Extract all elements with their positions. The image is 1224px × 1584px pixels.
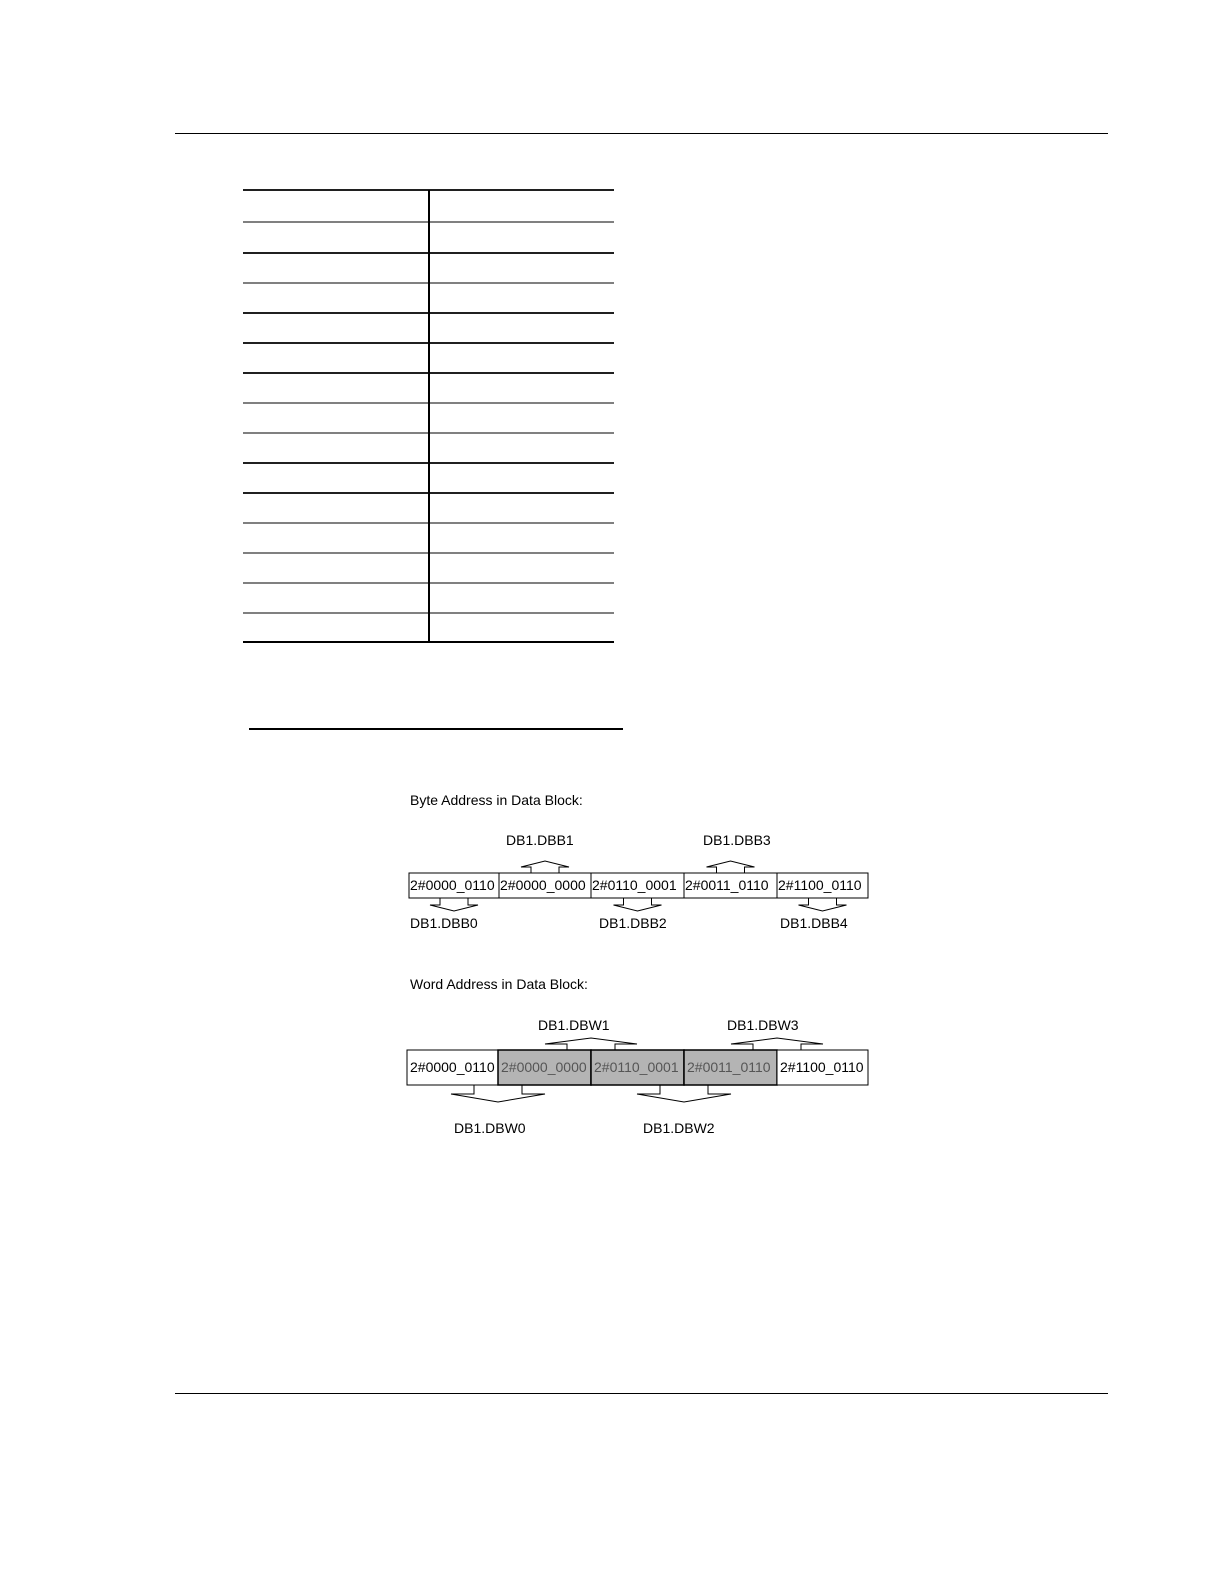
bottom-label-dbw2: DB1.DBW2 xyxy=(643,1120,715,1136)
word-cell-value: 2#0000_0110 xyxy=(410,1059,495,1075)
top-label-dbw1: DB1.DBW1 xyxy=(538,1017,610,1033)
down-arrow xyxy=(451,1085,545,1102)
byte-section-title: Byte Address in Data Block: xyxy=(410,792,583,808)
bottom-label-dbb2: DB1.DBB2 xyxy=(599,915,667,931)
word-cell-value: 2#0000_0000 xyxy=(501,1059,587,1075)
byte-cell-value: 2#0000_0000 xyxy=(500,877,586,893)
word-section-title: Word Address in Data Block: xyxy=(410,976,588,992)
bottom-label-dbw0: DB1.DBW0 xyxy=(454,1120,526,1136)
down-arrow xyxy=(614,898,662,911)
top-label-dbb3: DB1.DBB3 xyxy=(703,832,771,848)
word-cell-value: 2#0110_0001 xyxy=(594,1059,679,1075)
byte-cell-value: 2#1100_0110 xyxy=(778,877,862,893)
word-cell-value: 2#1100_0110 xyxy=(780,1059,864,1075)
word-cell-value: 2#0011_0110 xyxy=(687,1059,771,1075)
word-cells xyxy=(407,1050,868,1085)
up-arrow xyxy=(521,861,569,873)
bottom-label-dbb0: DB1.DBB0 xyxy=(410,915,478,931)
top-label-dbb1: DB1.DBB1 xyxy=(506,832,574,848)
top-label-dbw3: DB1.DBW3 xyxy=(727,1017,799,1033)
up-arrow xyxy=(731,1038,823,1050)
byte-cell-value: 2#0000_0110 xyxy=(410,877,495,893)
down-arrow xyxy=(430,898,478,911)
byte-cell-value: 2#0110_0001 xyxy=(592,877,677,893)
byte-cells xyxy=(409,873,868,898)
down-arrow xyxy=(637,1085,731,1102)
bottom-label-dbb4: DB1.DBB4 xyxy=(780,915,848,931)
byte-cell-value: 2#0011_0110 xyxy=(685,877,769,893)
up-arrow xyxy=(545,1038,637,1050)
down-arrow xyxy=(799,898,847,911)
up-arrow xyxy=(707,861,755,873)
